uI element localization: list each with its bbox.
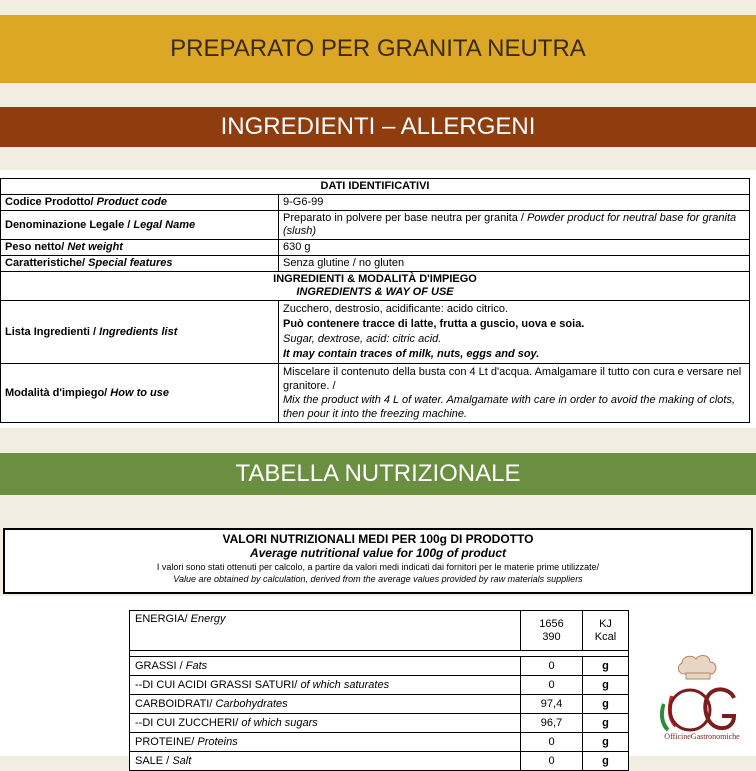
- table-row: --DI CUI ZUCCHERI/ of which sugars 96,7 g: [130, 714, 629, 733]
- identification-panel: [0, 170, 756, 428]
- table-row: Modalità d'impiego/ How to use Miscelare il contenuto della busta con 4 Lt d'acqua. Amalgamare il tutto con cura e versare nel granitore. / Mix the product with 4 L of water. Amalgamate with care in order to avoid the making of clots, then pour it into the freezing machine.: [1, 364, 750, 423]
- nutrition-band: [0, 453, 756, 495]
- table-row: ENERGIA/ Energy 1656 390 KJ Kcal: [130, 611, 629, 651]
- nutrition-header: VALORI NUTRIZIONALI MEDI PER 100g DI PRODOTTO Average nutritional value for 100g of product I valori sono stati ottenuti per calcolo, a partire da valori medi indicati dai fornitori per le materie prime utilizzate/ Value are obtained by calculation, derived from the average values provided by raw materials suppliers: [3, 528, 753, 594]
- product-title: PREPARATO PER GRANITA NEUTRA: [170, 35, 586, 62]
- ingredients-band-label: INGREDIENTI – ALLERGENI: [220, 113, 536, 140]
- section-identification: DATI IDENTIFICATIVI: [1, 179, 750, 195]
- nutrition-band-label: TABELLA NUTRIZIONALE: [235, 460, 521, 487]
- nutrition-table: [129, 610, 629, 771]
- product-title-band: [0, 15, 756, 83]
- table-row: Codice Prodotto/ Product code 9-G6-99: [1, 195, 750, 211]
- ingredients-band: [0, 107, 756, 147]
- table-row: GRASSI / Fats 0 g: [130, 657, 629, 676]
- table-row: --DI CUI ACIDI GRASSI SATURI/ of which saturates 0 g: [130, 676, 629, 695]
- logo-wordmark: OfficineGastronomiche: [664, 732, 740, 741]
- identification-table: [0, 178, 750, 423]
- table-row: Peso netto/ Net weight 630 g: [1, 240, 750, 256]
- table-row: Caratteristiche/ Special features Senza glutine / no gluten: [1, 256, 750, 272]
- section-ingredients: INGREDIENTI & MODALITÀ D'IMPIEGO INGREDIENTS & WAY OF USE: [1, 272, 750, 301]
- table-row: CARBOIDRATI/ Carbohydrates 97,4 g: [130, 695, 629, 714]
- table-row: Denominazione Legale / Legal Name Preparato in polvere per base neutra per granita / Powder product for neutral base for granita (slush): [1, 211, 750, 240]
- table-row: Lista Ingredienti / Ingredients list Zucchero, destrosio, acidificante: acido citrico. Può contenere tracce di latte, frutta a guscio, uova e soia. Sugar, dextrose, acid: citric acid. It may contain traces of milk, nuts, eggs and soy.: [1, 301, 750, 364]
- table-row: SALE / Salt 0 g: [130, 752, 629, 771]
- table-row: PROTEINE/ Proteins 0 g: [130, 733, 629, 752]
